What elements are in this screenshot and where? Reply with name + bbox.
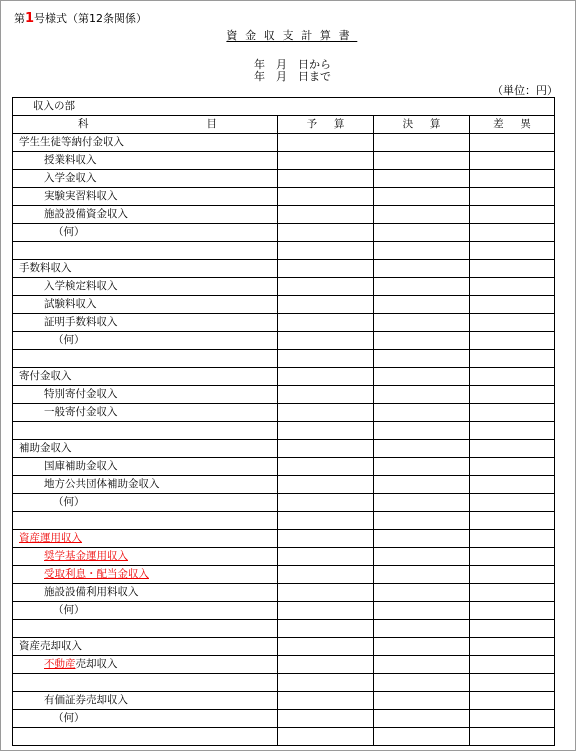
budget-cell (278, 494, 374, 512)
settlement-cell (374, 656, 470, 674)
account-item-highlight: 不動産 (44, 658, 76, 670)
settlement-cell (374, 350, 470, 368)
budget-cell (278, 278, 374, 296)
table-row (13, 422, 555, 440)
difference-cell (470, 638, 555, 656)
account-item: （何） (13, 710, 278, 728)
settlement-cell (374, 548, 470, 566)
settlement-cell (374, 260, 470, 278)
settlement-cell (374, 386, 470, 404)
column-header-difference-label: 差異 (493, 118, 548, 130)
budget-cell (278, 260, 374, 278)
table-row (13, 620, 555, 638)
settlement-cell (374, 368, 470, 386)
account-item: 入学検定料収入 (13, 278, 278, 296)
table-row (13, 278, 555, 296)
account-item: （何） (13, 494, 278, 512)
settlement-cell (374, 476, 470, 494)
table-row (13, 188, 555, 206)
table-row (13, 242, 555, 260)
column-header-item (13, 116, 278, 134)
difference-cell (470, 368, 555, 386)
period-to: 年 月 日まで (254, 70, 331, 83)
settlement-cell (374, 242, 470, 260)
account-item (13, 566, 278, 584)
account-item (13, 242, 278, 260)
column-header-budget-label: 予算 (306, 118, 362, 130)
account-item (13, 620, 278, 638)
settlement-cell (374, 134, 470, 152)
table-row (13, 206, 555, 224)
budget-cell (278, 404, 374, 422)
account-item: （何） (13, 224, 278, 242)
table-row (13, 512, 555, 530)
budget-cell (278, 422, 374, 440)
account-item (13, 512, 278, 530)
settlement-cell (374, 674, 470, 692)
settlement-cell (374, 296, 470, 314)
account-item: 資産売却収入 (13, 638, 278, 656)
difference-cell (470, 386, 555, 404)
difference-cell (470, 296, 555, 314)
difference-cell (470, 260, 555, 278)
table-row (13, 224, 555, 242)
budget-cell (278, 458, 374, 476)
budget-cell (278, 476, 374, 494)
settlement-cell (374, 170, 470, 188)
settlement-cell (374, 602, 470, 620)
difference-cell (470, 512, 555, 530)
account-item: （何） (13, 332, 278, 350)
budget-cell (278, 530, 374, 548)
table-row (13, 170, 555, 188)
budget-cell (278, 584, 374, 602)
account-item (13, 350, 278, 368)
account-item: 入学金収入 (13, 170, 278, 188)
account-item-rest: 売却収入 (75, 658, 118, 670)
difference-cell (470, 170, 555, 188)
table-row (13, 656, 555, 674)
difference-cell (470, 692, 555, 710)
account-item-highlight: 受取利息・配当金収入 (44, 568, 149, 580)
account-item (13, 728, 278, 746)
budget-cell (278, 548, 374, 566)
settlement-cell (374, 278, 470, 296)
account-item: 国庫補助金収入 (13, 458, 278, 476)
account-item: 学生生徒等納付金収入 (13, 134, 278, 152)
settlement-cell (374, 188, 470, 206)
table-row (13, 494, 555, 512)
difference-cell (470, 548, 555, 566)
budget-cell (278, 440, 374, 458)
table-row (13, 350, 555, 368)
table-row (13, 566, 555, 584)
account-item: 施設設備利用料収入 (13, 584, 278, 602)
difference-cell (470, 332, 555, 350)
difference-cell (470, 440, 555, 458)
settlement-cell (374, 440, 470, 458)
account-item: 補助金収入 (13, 440, 278, 458)
account-item: 特別寄付金収入 (13, 386, 278, 404)
account-item: 試験料収入 (13, 296, 278, 314)
column-header-row (13, 116, 555, 134)
account-item: 実験実習料収入 (13, 188, 278, 206)
table-row (13, 476, 555, 494)
difference-cell (470, 584, 555, 602)
section-label: 収入の部 (13, 98, 555, 116)
settlement-cell (374, 692, 470, 710)
budget-cell (278, 152, 374, 170)
document-title: 資金収支計算書 (226, 29, 358, 42)
budget-cell (278, 512, 374, 530)
table-row (13, 728, 555, 746)
table-row (13, 368, 555, 386)
account-item: 一般寄付金収入 (13, 404, 278, 422)
table-row (13, 692, 555, 710)
settlement-cell (374, 224, 470, 242)
budget-cell (278, 206, 374, 224)
table-row (13, 530, 555, 548)
form-suffix: 号様式（第12条関係） (34, 12, 148, 25)
table-row (13, 440, 555, 458)
account-item-highlight: 資産運用収入 (19, 532, 82, 544)
difference-cell (470, 602, 555, 620)
account-item: 有価証券売却収入 (13, 692, 278, 710)
budget-cell (278, 296, 374, 314)
table-row (13, 314, 555, 332)
account-item: 寄付金収入 (13, 368, 278, 386)
budget-cell (278, 710, 374, 728)
difference-cell (470, 656, 555, 674)
account-item: 証明手数料収入 (13, 314, 278, 332)
difference-cell (470, 206, 555, 224)
table-row (13, 710, 555, 728)
budget-cell (278, 602, 374, 620)
settlement-cell (374, 152, 470, 170)
account-item (13, 422, 278, 440)
difference-cell (470, 314, 555, 332)
difference-cell (470, 224, 555, 242)
account-item (13, 530, 278, 548)
difference-cell (470, 152, 555, 170)
settlement-cell (374, 566, 470, 584)
table-row (13, 458, 555, 476)
difference-cell (470, 422, 555, 440)
ledger-table (12, 97, 555, 746)
column-header-settlement-label: 決算 (402, 118, 458, 130)
period-from: 年 月 日から (254, 58, 331, 71)
budget-cell (278, 242, 374, 260)
form-prefix: 第 (14, 12, 25, 25)
table-row (13, 674, 555, 692)
difference-cell (470, 242, 555, 260)
settlement-cell (374, 530, 470, 548)
account-item: 手数料収入 (13, 260, 278, 278)
column-header-item-left: 科 (78, 118, 89, 130)
table-row (13, 332, 555, 350)
budget-cell (278, 170, 374, 188)
table-row (13, 548, 555, 566)
difference-cell (470, 458, 555, 476)
settlement-cell (374, 314, 470, 332)
table-row (13, 602, 555, 620)
account-item (13, 674, 278, 692)
difference-cell (470, 404, 555, 422)
unit-note: （単位：円） (492, 84, 558, 97)
settlement-cell (374, 710, 470, 728)
table-row (13, 134, 555, 152)
table-row (13, 584, 555, 602)
difference-cell (470, 620, 555, 638)
difference-cell (470, 350, 555, 368)
difference-cell (470, 710, 555, 728)
settlement-cell (374, 512, 470, 530)
form-number (14, 10, 147, 26)
account-item (13, 548, 278, 566)
difference-cell (470, 494, 555, 512)
settlement-cell (374, 422, 470, 440)
budget-cell (278, 656, 374, 674)
budget-cell (278, 692, 374, 710)
account-item: 施設設備資金収入 (13, 206, 278, 224)
budget-cell (278, 314, 374, 332)
difference-cell (470, 674, 555, 692)
settlement-cell (374, 404, 470, 422)
account-item: 地方公共団体補助金収入 (13, 476, 278, 494)
difference-cell (470, 566, 555, 584)
difference-cell (470, 728, 555, 746)
budget-cell (278, 332, 374, 350)
table-row (13, 260, 555, 278)
difference-cell (470, 134, 555, 152)
budget-cell (278, 134, 374, 152)
budget-cell (278, 566, 374, 584)
table-row (13, 296, 555, 314)
budget-cell (278, 350, 374, 368)
settlement-cell (374, 206, 470, 224)
form-number-value: 1 (25, 11, 35, 26)
budget-cell (278, 368, 374, 386)
budget-cell (278, 224, 374, 242)
column-header-difference (470, 116, 555, 134)
account-item: （何） (13, 602, 278, 620)
budget-cell (278, 188, 374, 206)
table-row (13, 152, 555, 170)
settlement-cell (374, 458, 470, 476)
account-item: 授業料収入 (13, 152, 278, 170)
column-header-settlement (374, 116, 470, 134)
settlement-cell (374, 332, 470, 350)
settlement-cell (374, 620, 470, 638)
settlement-cell (374, 494, 470, 512)
budget-cell (278, 674, 374, 692)
budget-cell (278, 728, 374, 746)
budget-cell (278, 386, 374, 404)
account-item (13, 656, 278, 674)
table-row (13, 386, 555, 404)
column-header-item-right: 目 (206, 118, 217, 130)
difference-cell (470, 476, 555, 494)
budget-cell (278, 620, 374, 638)
difference-cell (470, 530, 555, 548)
settlement-cell (374, 584, 470, 602)
budget-cell (278, 638, 374, 656)
table-row (13, 638, 555, 656)
table-row (13, 404, 555, 422)
settlement-cell (374, 638, 470, 656)
difference-cell (470, 278, 555, 296)
column-header-budget (278, 116, 374, 134)
difference-cell (470, 188, 555, 206)
section-row (13, 98, 555, 116)
account-item-highlight: 奨学基金運用収入 (44, 550, 128, 562)
settlement-cell (374, 728, 470, 746)
